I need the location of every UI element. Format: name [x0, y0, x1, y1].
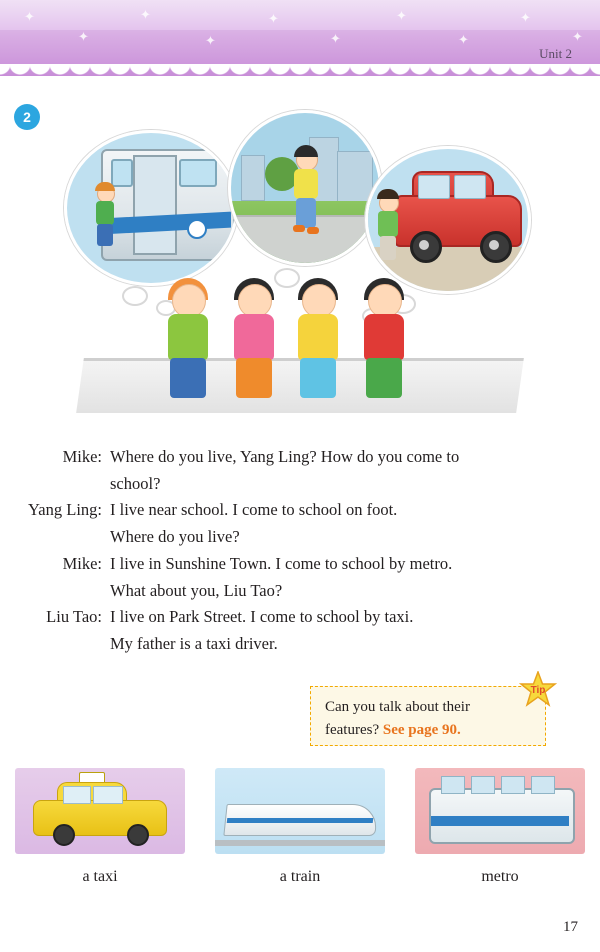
- banner-star-icon: ✦: [268, 11, 279, 26]
- banner-star-icon: ✦: [24, 9, 35, 24]
- dialogue-line: [0, 524, 600, 551]
- thought-dot: [122, 286, 148, 306]
- dialogue-text: Where do you live?: [110, 527, 240, 547]
- taxi-wheel: [127, 824, 149, 846]
- dialogue-speaker: Mike:: [62, 553, 102, 573]
- exercise-number-badge: 2: [14, 104, 40, 130]
- metro-picture: [415, 768, 585, 854]
- head: [368, 284, 402, 318]
- lesson-illustration: [60, 108, 540, 428]
- tip-line-1: Can you talk about their: [325, 699, 470, 715]
- tip-page-link[interactable]: See page 90.: [382, 721, 461, 738]
- dialogue-line: [0, 631, 600, 658]
- shirt: [364, 314, 404, 360]
- dialogue-text: I live near school. I come to school on foot.: [110, 500, 398, 520]
- boy-near-car-figure: [374, 193, 402, 265]
- taxi-window: [93, 786, 123, 804]
- car-window: [454, 175, 486, 199]
- train-logo-icon: [187, 219, 207, 239]
- page-number: 17: [563, 919, 578, 935]
- building-shape: [241, 155, 265, 201]
- railway-track: [215, 840, 385, 846]
- banner-star-icon: ✦: [396, 8, 407, 23]
- banner-star-icon: ✦: [330, 31, 341, 46]
- dialogue-line: [0, 497, 600, 524]
- banner-star-icon: ✦: [520, 10, 531, 25]
- tip-box: [310, 686, 546, 746]
- dialogue-text: What about you, Liu Tao?: [110, 580, 283, 600]
- car-wheel: [410, 231, 442, 263]
- train-picture: [215, 768, 385, 854]
- dialogue-line: [0, 578, 600, 605]
- banner-upper-band: [0, 0, 600, 30]
- train-window: [179, 159, 217, 187]
- head: [238, 284, 272, 318]
- dialogue-text: school?: [110, 473, 161, 493]
- banner-star-icon: ✦: [78, 29, 89, 44]
- trousers: [366, 358, 402, 398]
- vocab-card-train: [215, 768, 385, 886]
- trousers: [300, 358, 336, 398]
- vocab-label-taxi: a taxi: [82, 868, 118, 885]
- child-figure-mike: [156, 284, 220, 414]
- banner-star-icon: ✦: [458, 32, 469, 47]
- dialogue-line: [0, 551, 600, 578]
- boy-boarding-figure: [93, 185, 119, 251]
- train-window: [111, 159, 133, 187]
- dialogue-speaker: Yang Ling:: [28, 500, 102, 520]
- taxi-wheel: [53, 824, 75, 846]
- child-figure-yang-ling: [286, 284, 350, 414]
- head: [172, 284, 206, 318]
- dialogue-text: Where do you live, Yang Ling? How do you come to: [110, 447, 460, 466]
- child-figure-girl-pink: [222, 284, 286, 414]
- taxi-window: [63, 786, 91, 804]
- metro-window: [471, 776, 495, 794]
- metro-stripe: [431, 816, 569, 826]
- taxi-bubble: [365, 146, 531, 294]
- dialogue-text: I live on Park Street. I come to school by taxi.: [110, 607, 414, 627]
- page-header-banner: [0, 0, 600, 76]
- train-door: [133, 155, 177, 255]
- metro-window: [531, 776, 555, 794]
- car-window: [418, 175, 450, 199]
- shirt: [298, 314, 338, 360]
- banner-star-icon: ✦: [205, 33, 216, 48]
- metro-window: [501, 776, 525, 794]
- tip-line-2-prefix: features?: [325, 721, 383, 738]
- dialogue-text: My father is a taxi driver.: [110, 634, 278, 654]
- dialogue-line: [0, 444, 600, 471]
- tip-line-2: [325, 719, 535, 742]
- dialogue-block: [0, 444, 600, 658]
- tip-star-label: Tip: [530, 685, 546, 696]
- dialogue-speaker: Liu Tao:: [46, 607, 102, 627]
- vocab-label-train: a train: [279, 868, 321, 885]
- dialogue-text: I live in Sunshine Town. I come to school by metro.: [110, 553, 453, 573]
- vocab-label-metro: metro: [481, 868, 519, 885]
- taxi-picture: [15, 768, 185, 854]
- tip-star-icon: [517, 671, 559, 713]
- shirt: [168, 314, 208, 360]
- trousers: [236, 358, 272, 398]
- banner-star-icon: ✦: [572, 29, 583, 44]
- car-wheel: [480, 231, 512, 263]
- metro-bubble: [64, 130, 238, 286]
- dialogue-line: [0, 604, 600, 631]
- vocab-card-taxi: [15, 768, 185, 886]
- walking-bubble: [228, 110, 382, 266]
- child-figure-liu-tao: [352, 284, 416, 414]
- unit-label: Unit 2: [539, 46, 572, 61]
- dialogue-line: [0, 471, 600, 498]
- banner-scallop-edge: [0, 64, 600, 76]
- bullet-train-stripe: [227, 818, 374, 823]
- walking-boy-figure: [289, 149, 323, 245]
- shirt: [234, 314, 274, 360]
- vocab-card-metro: [415, 768, 585, 886]
- vocabulary-card-row: [0, 768, 600, 886]
- dialogue-speaker: Mike:: [62, 447, 102, 466]
- trousers: [170, 358, 206, 398]
- head: [302, 284, 336, 318]
- metro-window: [441, 776, 465, 794]
- banner-star-icon: ✦: [140, 7, 151, 22]
